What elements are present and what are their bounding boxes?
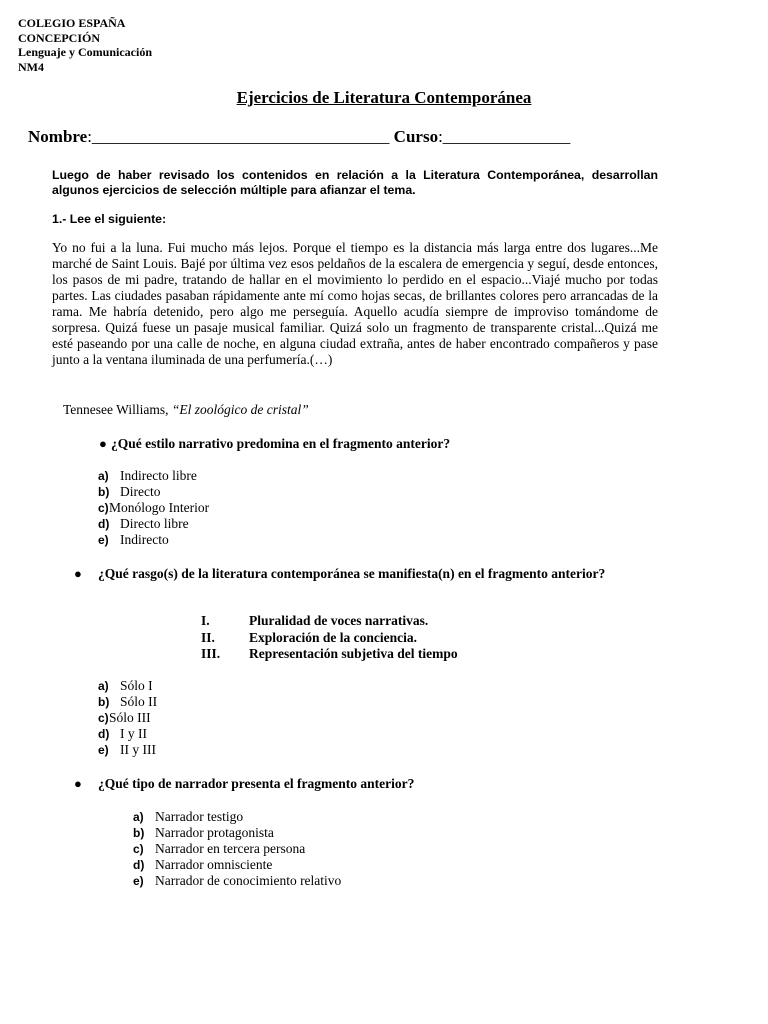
question-2-statements: [201, 613, 458, 663]
name-label: Nombre: [28, 127, 88, 146]
option-letter: d): [98, 517, 110, 531]
option-text: Sólo II: [120, 694, 158, 709]
option-text: Directo: [120, 484, 161, 499]
statement-text: Exploración de la conciencia.: [249, 629, 417, 645]
option-text: Narrador protagonista: [155, 825, 274, 840]
option-text: I y II: [120, 726, 147, 741]
statement-number: III.: [201, 646, 221, 661]
statement-number: I.: [201, 613, 210, 628]
option-d[interactable]: [98, 516, 209, 532]
option-c[interactable]: [98, 710, 157, 726]
option-text: Directo libre: [120, 516, 189, 531]
option-e[interactable]: [98, 532, 209, 548]
statement-2: [201, 630, 458, 647]
author-name: Tennesee Williams,: [63, 402, 169, 417]
option-letter: e): [98, 533, 109, 547]
statement-number: II.: [201, 629, 215, 645]
option-text: Narrador omnisciente: [155, 857, 273, 872]
passage-citation: [63, 402, 309, 418]
option-letter: c): [98, 711, 109, 725]
question-2-options: [98, 678, 157, 758]
option-letter: d): [98, 727, 110, 741]
option-c[interactable]: [133, 841, 341, 857]
reading-passage: Yo no fui a la luna. Fui mucho más lejos. Porque el tiempo es la distancia más larga entre dos lugares...Me marché de Saint Louis. Bajé por última vez esos peldaños de la escalera de emergencia y seguí, desde entonces, los pasos de mi padre, tratando de hallar en el movimiento lo perdido en el espacio...Viajé mucho por todas partes. Las ciudades pasaban rápidamente ante mí como hojas secas, de brillantes colores pero arrancadas de la rama. Me habría detenido, pero algo me perseguía. Aquello acudía siempre de improviso tomándome de sorpresa. Quizá fuese un pasaje musical familiar. Quizá solo un fragmento de transparente cristal...Quizá me esté paseando por una calle de noche, en alguna ciudad extraña, antes de haber encontrado compañeros y pase junto a la ventana iluminada de una perfumería.(…): [52, 240, 658, 367]
option-a[interactable]: [133, 809, 341, 825]
option-text: Narrador testigo: [155, 809, 244, 824]
option-letter: e): [98, 743, 109, 757]
question-1-text: ¿Qué estilo narrativo predomina en el fragmento anterior?: [111, 436, 451, 451]
bullet-icon: ●: [74, 566, 82, 581]
option-letter: a): [98, 469, 109, 483]
school-city: CONCEPCIÓN: [18, 30, 101, 45]
question-1-options: [98, 468, 209, 548]
statement-text: Pluralidad de voces narrativas.: [249, 613, 429, 628]
statement-text: Representación subjetiva del tiempo: [249, 646, 458, 661]
bullet-icon: ●: [74, 776, 82, 791]
option-text: Indirecto: [120, 532, 169, 547]
option-d[interactable]: [98, 726, 157, 742]
option-a[interactable]: [98, 678, 157, 694]
statement-1: [201, 613, 458, 630]
option-letter: d): [133, 858, 145, 872]
option-b[interactable]: [98, 694, 157, 710]
question-3-text: ¿Qué tipo de narrador presenta el fragmento anterior?: [98, 776, 415, 791]
course-field[interactable]: :_______________: [438, 127, 571, 146]
option-text: Monólogo Interior: [109, 500, 210, 515]
option-text: II y III: [120, 742, 156, 757]
option-letter: b): [98, 695, 110, 709]
name-field[interactable]: :___________________________________: [87, 127, 390, 146]
school-name: COLEGIO ESPAÑA: [18, 16, 126, 30]
instructions: Luego de haber revisado los contenidos en relación a la Literatura Contemporánea, desarrollan algunos ejercicios de selección múltiple para afianzar el tema.: [52, 168, 658, 197]
level-label: NM4: [18, 59, 44, 74]
option-text: Narrador en tercera persona: [155, 841, 306, 856]
option-letter: c): [133, 842, 144, 856]
page-title: Ejercicios de Literatura Contemporánea: [236, 88, 532, 107]
option-letter: a): [133, 810, 144, 824]
option-letter: b): [133, 826, 145, 840]
option-letter: e): [133, 874, 144, 888]
option-letter: c): [98, 501, 109, 515]
school-header: [18, 16, 152, 74]
section-heading: 1.- Lee el siguiente:: [52, 212, 167, 226]
option-text: Narrador de conocimiento relativo: [155, 873, 342, 888]
option-c[interactable]: [98, 500, 209, 516]
option-b[interactable]: [98, 484, 209, 500]
question-2-text: ¿Qué rasgo(s) de la literatura contemporánea se manifiesta(n) en el fragmento anterior?: [98, 566, 606, 581]
option-letter: a): [98, 679, 109, 693]
option-e[interactable]: [98, 742, 157, 758]
option-text: Sólo III: [109, 710, 151, 725]
subject-name: Lenguaje y Comunicación: [18, 45, 153, 59]
option-letter: b): [98, 485, 110, 499]
option-text: Indirecto libre: [120, 468, 197, 483]
option-e[interactable]: [133, 873, 341, 889]
option-text: Sólo I: [120, 678, 153, 693]
option-a[interactable]: [98, 468, 209, 484]
work-title: “El zoológico de cristal”: [171, 402, 309, 417]
name-course-line: [28, 127, 570, 147]
option-d[interactable]: [133, 857, 341, 873]
course-label: Curso: [393, 127, 439, 146]
statement-3: [201, 646, 458, 663]
bullet-icon: ●: [99, 436, 107, 451]
question-3-options: [133, 809, 341, 889]
option-b[interactable]: [133, 825, 341, 841]
